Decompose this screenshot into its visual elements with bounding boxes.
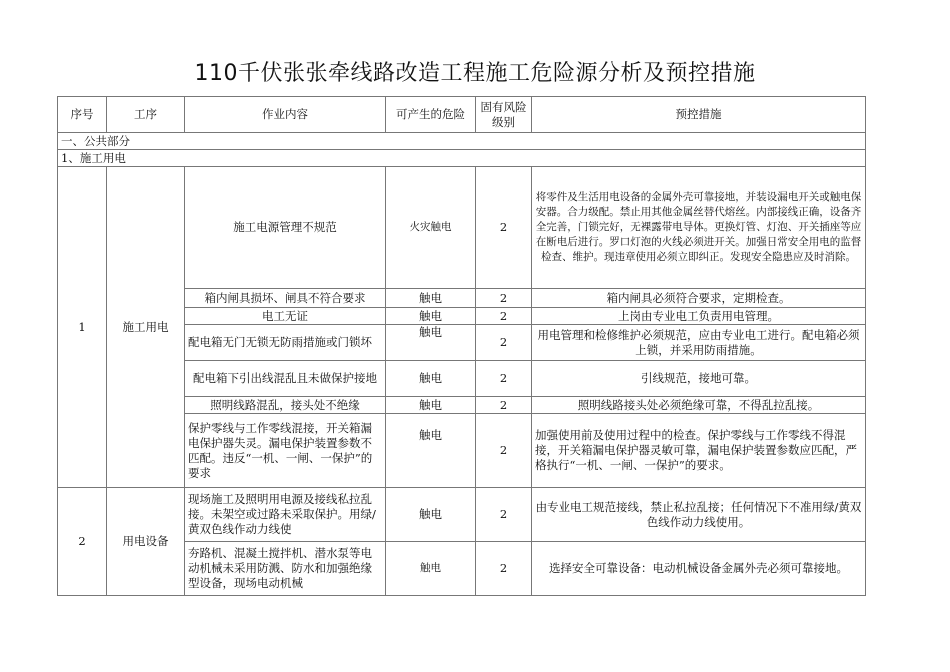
row-hazard: 触电	[386, 397, 476, 414]
subsection-title: 1、施工用电	[58, 150, 866, 167]
row-risk: 2	[476, 542, 532, 596]
row-content: 保护零线与工作零线混接，开关箱漏电保护器失灵。漏电保护装置参数不匹配。违反“一机、一闸、一保护”的要求	[185, 414, 386, 488]
row-measures: 上岗由专业电工负责用电管理。	[532, 308, 866, 325]
table-row	[58, 167, 866, 289]
header-content: 作业内容	[185, 97, 386, 133]
row-measures: 选择安全可靠设备：电动机械设备金属外壳必须可靠接地。	[532, 542, 866, 596]
row-hazard: 触电	[386, 289, 476, 308]
row-content: 电工无证	[185, 308, 386, 325]
row-measures: 引线规范，接地可靠。	[532, 361, 866, 397]
row-hazard: 火灾触电	[386, 167, 476, 289]
row-content: 施工电源管理不规范	[185, 167, 386, 289]
header-risk: 固有风险级别	[476, 97, 532, 133]
row-hazard: 触电	[386, 542, 476, 596]
row-hazard: 触电	[386, 361, 476, 397]
header-row	[58, 97, 866, 133]
row-content: 配电箱无门无锁无防雨措施或门锁坏	[185, 325, 386, 361]
subsection-row	[58, 150, 866, 167]
row-content: 现场施工及照明用电源及接线私拉乱接。未架空或过路未采取保护。用绿/黄双色线作动力线使	[185, 488, 386, 542]
row-risk: 2	[476, 361, 532, 397]
group-seq: 2	[58, 488, 107, 596]
row-content: 箱内闸具损坏、闸具不符合要求	[185, 289, 386, 308]
group-seq: 1	[58, 167, 107, 488]
row-risk: 2	[476, 325, 532, 361]
row-risk: 2	[476, 397, 532, 414]
group-process: 施工用电	[107, 167, 185, 488]
row-measures: 将零件及生活用电设备的金属外壳可靠接地，并装设漏电开关或触电保安器。合力级配。禁止用其他金属丝替代熔丝。内部接线正确，设备齐全完善，门锁完好，无裸露带电导体。更换灯管、灯泡、开关插座等应在断电后进行。罗口灯泡的火线必须进开关。加强日常安全用电的监督检查、维护。现违章使用必须立即纠正。发现安全隐患应及时消除。	[532, 167, 866, 289]
row-hazard: 触电	[386, 308, 476, 325]
header-process: 工序	[107, 97, 185, 133]
row-measures: 由专业电工规范接线，禁止私拉乱接；任何情况下不准用绿/黄双色线作动力线使用。	[532, 488, 866, 542]
section-row	[58, 133, 866, 150]
hazard-table	[57, 96, 866, 596]
row-measures: 加强使用前及使用过程中的检查。保护零线与工作零线不得混接，开关箱漏电保护器灵敏可靠，漏电保护装置参数应匹配，严格执行“一机、一闸、一保护”的要求。	[532, 414, 866, 488]
row-hazard: 触电	[386, 414, 476, 488]
row-hazard: 触电	[386, 325, 476, 361]
row-risk: 2	[476, 308, 532, 325]
row-measures: 用电管理和检修维护必须规范，应由专业电工进行。配电箱必须上锁，并采用防雨措施。	[532, 325, 866, 361]
header-measures: 预控措施	[532, 97, 866, 133]
row-measures: 照明线路接头处必须绝缘可靠，不得乱拉乱接。	[532, 397, 866, 414]
row-measures: 箱内闸具必须符合要求，定期检查。	[532, 289, 866, 308]
row-risk: 2	[476, 167, 532, 289]
row-content: 配电箱下引出线混乱且未做保护接地	[185, 361, 386, 397]
page-title: 110千伏张张牵线路改造工程施工危险源分析及预控措施	[194, 61, 756, 86]
group-process: 用电设备	[107, 488, 185, 596]
row-risk: 2	[476, 414, 532, 488]
section-title: 一、公共部分	[58, 133, 866, 150]
row-risk: 2	[476, 488, 532, 542]
row-risk: 2	[476, 289, 532, 308]
table-row	[58, 488, 866, 542]
header-seq: 序号	[58, 97, 107, 133]
row-content: 夯路机、混凝土搅拌机、潜水泵等电动机械未采用防溅、防水和加强绝缘型设备，现场电动机械	[185, 542, 386, 596]
row-hazard: 触电	[386, 488, 476, 542]
row-content: 照明线路混乱，接头处不绝缘	[185, 397, 386, 414]
header-hazard: 可产生的危险	[386, 97, 476, 133]
